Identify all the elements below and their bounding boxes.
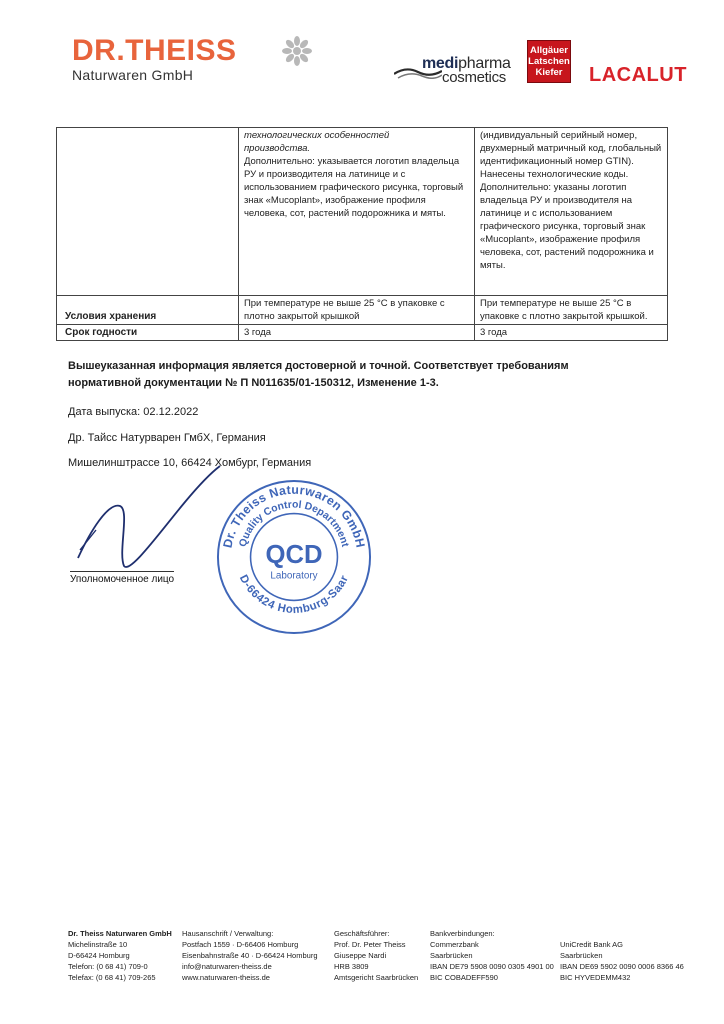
stamp-ring-bottom: D-66424 Homburg-Saar	[236, 573, 352, 617]
dr-theiss-logo	[72, 36, 237, 83]
footer-line: Amtsgericht Saarbrücken	[334, 973, 419, 982]
footer-line: Geschäftsführer:	[334, 929, 390, 938]
storage-label: Условия хранения	[57, 296, 239, 325]
table-cell: При температуре не выше 25 °С в упаковке с плотно закрытой крышкой	[238, 296, 474, 325]
table-cell: 3 года	[474, 325, 667, 341]
footer-line: Commerzbank	[430, 940, 479, 949]
cosmetics-text: cosmetics	[442, 69, 506, 86]
footer-line: Hausanschrift / Verwaltung:	[182, 929, 274, 938]
stamp-ring-top: Dr. Theiss Naturwaren GmbH	[220, 482, 368, 550]
issue-date: Дата выпуска: 02.12.2022	[68, 406, 199, 418]
signature-image	[60, 462, 240, 582]
stamp-ring-inner: Quality Control Department	[237, 499, 351, 549]
footer-line: Saarbrücken	[430, 951, 473, 960]
table-row	[57, 296, 668, 325]
footer-line: Michelinstraße 10	[68, 940, 128, 949]
stamp-center-small: Laboratory	[270, 570, 318, 582]
footer-line: HRB 3809	[334, 962, 369, 971]
table-row	[57, 325, 668, 341]
footer-line: Saarbrücken	[560, 951, 603, 960]
footer-company	[68, 928, 172, 983]
brand-subtitle: Naturwaren GmbH	[72, 67, 194, 83]
cell-text: Дополнительно: указывается логотип владельца РУ и производителя на латинице и с использованием графического рисунка, торговый знак «Mucoplant», изображение профиля человека, сот, растений подорожника и мяты.	[243, 156, 464, 219]
footer-line: D-66424 Homburg	[68, 951, 130, 960]
footer-line: IBAN DE79 5908 0090 0305 4901 00	[430, 962, 554, 971]
footer-address	[182, 928, 318, 983]
table-cell: При температуре не выше 25 °С в упаковке с плотно закрытой крышкой.	[474, 296, 667, 325]
brand-name: DR.THEISS	[72, 34, 237, 67]
cell-italic-text: производства.	[243, 143, 311, 154]
table-cell-label	[57, 128, 239, 296]
cell-italic-text: технологических особенностей	[243, 130, 390, 141]
medipharma-logo	[394, 55, 511, 86]
allgauer-logo	[527, 40, 571, 83]
table-cell: 3 года	[238, 325, 474, 341]
footer-line: Giuseppe Nardi	[334, 951, 387, 960]
allgauer-line2: Latschen	[528, 56, 570, 67]
flower-icon	[282, 36, 312, 66]
footer-line: Postfach 1559 · D-66406 Homburg	[182, 940, 299, 949]
footer-management	[334, 928, 418, 983]
footer-line: Prof. Dr. Peter Theiss	[334, 940, 406, 949]
table-row	[57, 128, 668, 296]
company-address: Мишелинштрассе 10, 66424 Хомбург, Германия	[68, 457, 312, 469]
footer-line: Bankverbindungen:	[430, 929, 495, 938]
footer-line: Telefon: (0 68 41) 709-0	[68, 962, 148, 971]
specification-table	[56, 127, 668, 341]
table-cell: (индивидуальный серийный номер, двухмерный матричный код, глобальный идентификационный номер GTIN). Нанесены технологические коды. Дополнительно: указаны логотип владельца РУ и производителя на латинице и с использованием графического рисунка, торговый знак «Mucoplant», изображение профиля человека, сот, растений подорожника и мяты.	[474, 128, 667, 296]
footer-line: BIC COBADEFF590	[430, 973, 498, 982]
footer-line: UniCredit Bank AG	[560, 940, 623, 949]
statement-text: Вышеуказанная информация является достоверной и точной. Соответствует требованиям нормативной документации № П N011635/01-150312, Изменение 1-3.	[68, 360, 569, 389]
footer-line: Telefax: (0 68 41) 709-265	[68, 973, 156, 982]
stamp-center-big: QCD	[265, 540, 323, 569]
footer-bank-2	[560, 928, 684, 983]
shelf-life-label: Срок годности	[57, 325, 239, 341]
quality-control-stamp	[215, 478, 373, 636]
lacalut-logo: LACALUT	[589, 64, 687, 86]
allgauer-line3: Kiefer	[528, 67, 570, 78]
footer-bank-1	[430, 928, 554, 983]
allgauer-line1: Allgäuer	[529, 45, 568, 56]
footer-line: Dr. Theiss Naturwaren GmbH	[68, 929, 172, 938]
table-cell	[238, 128, 474, 296]
footer-line: IBAN DE69 5902 0090 0006 8366 46	[560, 962, 684, 971]
medipharma-text: medipharma	[422, 55, 511, 72]
footer-line: Eisenbahnstraße 40 · D-66424 Homburg	[182, 951, 318, 960]
footer-line	[560, 928, 684, 939]
footer-email-link[interactable]: info@naturwaren-theiss.de	[182, 962, 272, 971]
footer-web-link[interactable]: www.naturwaren-theiss.de	[182, 973, 270, 982]
footer-line: BIC HYVEDEMM432	[560, 973, 631, 982]
signatory-label: Уполномоченное лицо	[70, 574, 175, 585]
signature-line	[70, 571, 174, 572]
company-name: Др. Тайсс Натурварен ГмбХ, Германия	[68, 432, 266, 444]
